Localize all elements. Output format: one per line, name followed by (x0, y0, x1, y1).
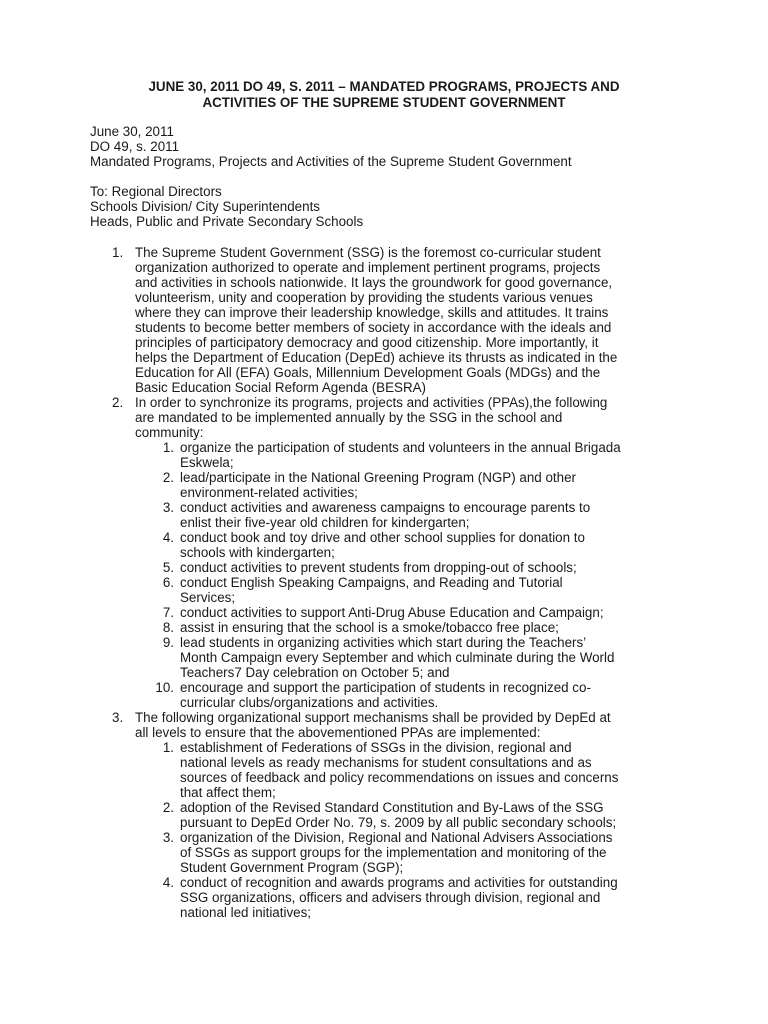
sub-item-number: 1. (162, 440, 174, 455)
sub-list-item (90, 680, 710, 710)
sub-item-text: encourage and support the participation of students in recognized co- (180, 680, 591, 695)
sub-item-text: establishment of Federations of SSGs in the division, regional and (180, 740, 572, 755)
sub-item-text: curricular clubs/organizations and activities. (180, 695, 439, 710)
sub-item-text: environment-related activities; (180, 485, 358, 500)
list-item-text: where they can improve their leadership knowledge, skills and attitudes. It trains (135, 305, 609, 320)
list-item-text: In order to synchronize its programs, projects and activities (PPAs),the following (135, 395, 608, 410)
sub-item-number: 9. (162, 635, 174, 650)
sub-item-text: conduct activities to prevent students from dropping-out of schools; (180, 560, 577, 575)
sub-list-item (90, 875, 710, 920)
sub-item-text: conduct activities and awareness campaigns to encourage parents to (180, 500, 591, 515)
sub-list-item (90, 575, 710, 605)
list-item-text: Education for All (EFA) Goals, Millennium Development Goals (MDGs) and the (135, 365, 601, 380)
list-item-text: community: (135, 425, 204, 440)
sub-item-number: 1. (162, 740, 174, 755)
list-item-text: and activities in schools nationwide. It lays the groundwork for good governance, (135, 275, 613, 290)
sub-item-number: 2. (162, 800, 174, 815)
sub-item-number: 4. (162, 530, 174, 545)
sub-item-text: lead students in organizing activities which start during the Teachers’ (180, 635, 587, 650)
sub-item-number: 4. (162, 875, 174, 890)
sub-item-number: 6. (162, 575, 174, 590)
sub-item-text: pursuant to DepEd Order No. 79, s. 2009 by all public secondary schools; (180, 815, 617, 830)
list-item-text: The following organizational support mechanisms shall be provided by DepEd at (135, 710, 611, 725)
list-item-text: organization authorized to operate and implement pertinent programs, projects (135, 260, 601, 275)
sub-list-item (90, 530, 710, 560)
recipients-line-2: Schools Division/ City Superintendents (90, 199, 320, 214)
sub-item-text: Teachers7 Day celebration on October 5; and (180, 665, 450, 680)
sub-item-text: Student Government Program (SGP); (180, 860, 404, 875)
sub-item-text: lead/participate in the National Greening Program (NGP) and other (180, 470, 576, 485)
sub-item-text: organization of the Division, Regional and National Advisers Associations (180, 830, 613, 845)
sub-list-item (90, 560, 710, 575)
sub-item-text: of SSGs as support groups for the implementation and monitoring of the (180, 845, 607, 860)
sub-item-number: 2. (162, 470, 174, 485)
sub-item-text: conduct activities to support Anti-Drug Abuse Education and Campaign; (180, 605, 604, 620)
sub-item-number: 10. (155, 680, 174, 695)
sub-item-text: sources of feedback and policy recommendations on issues and concerns (180, 770, 619, 785)
sub-list-item (90, 500, 710, 530)
sub-list-item (90, 605, 710, 620)
header-order: DO 49, s. 2011 (90, 139, 180, 154)
sub-list-item (90, 620, 710, 635)
sub-list-item (90, 635, 710, 680)
header-date: June 30, 2011 (90, 124, 174, 139)
sub-list-item (90, 440, 710, 470)
list-item-text: principles of participatory democracy and good citizenship. More importantly, it (135, 335, 599, 350)
list-item (90, 245, 710, 395)
list-item-text: helps the Department of Education (DepEd) achieve its thrusts as indicated in the (135, 350, 618, 365)
sub-list-item (90, 740, 710, 800)
header-subject: Mandated Programs, Projects and Activities of the Supreme Student Government (90, 154, 572, 169)
recipients-to: To: Regional Directors (90, 184, 222, 199)
sub-item-number: 5. (162, 560, 174, 575)
numbered-list (90, 245, 710, 920)
sub-item-text: national levels as ready mechanisms for student consultations and as (180, 755, 592, 770)
sub-item-text: adoption of the Revised Standard Constitution and By-Laws of the SSG (180, 800, 604, 815)
sub-item-text: schools with kindergarten; (180, 545, 335, 560)
sub-item-number: 7. (162, 605, 174, 620)
list-item-text: The Supreme Student Government (SSG) is the foremost co-curricular student (135, 245, 601, 260)
list-item-text: all levels to ensure that the abovementioned PPAs are implemented: (135, 725, 541, 740)
sub-item-text: organize the participation of students and volunteers in the annual Brigada (180, 440, 621, 455)
sub-list-item (90, 470, 710, 500)
header-block (90, 124, 710, 169)
sub-item-text: assist in ensuring that the school is a smoke/tobacco free place; (180, 620, 559, 635)
list-item-number: 3. (112, 710, 124, 725)
sub-item-text: conduct of recognition and awards programs and activities for outstanding (180, 875, 618, 890)
list-item (90, 710, 710, 740)
list-item-number: 1. (112, 245, 124, 260)
sub-item-text: Services; (180, 590, 236, 605)
sub-item-text: SSG organizations, officers and advisers through division, regional and (180, 890, 601, 905)
sub-item-text: Eskwela; (180, 455, 234, 470)
sub-item-text: Month Campaign every September and which culminate during the World (180, 650, 615, 665)
sub-list-item (90, 830, 710, 875)
title-line-1: JUNE 30, 2011 DO 49, S. 2011 – MANDATED PROGRAMS, PROJECTS AND (148, 79, 620, 94)
sub-item-text: national led initiatives; (180, 905, 312, 920)
recipients-line-3: Heads, Public and Private Secondary Schools (90, 214, 364, 229)
sub-item-text: that affect them; (180, 785, 276, 800)
document-title (0, 79, 768, 111)
list-item-text: are mandated to be implemented annually by the SSG in the school and (135, 410, 563, 425)
sub-list-item (90, 800, 710, 830)
sub-item-number: 3. (162, 830, 174, 845)
title-line-2: ACTIVITIES OF THE SUPREME STUDENT GOVERNMENT (202, 95, 566, 110)
sub-item-number: 3. (162, 500, 174, 515)
list-item (90, 395, 710, 440)
list-item-text: students to become better members of society in accordance with the ideals and (135, 320, 612, 335)
list-item-text: Basic Education Social Reform Agenda (BESRA) (135, 380, 427, 395)
recipients-block (90, 184, 710, 229)
sub-item-text: conduct English Speaking Campaigns, and Reading and Tutorial (180, 575, 563, 590)
list-item-number: 2. (112, 395, 124, 410)
list-item-text: volunteerism, unity and cooperation by providing the students various venues (135, 290, 593, 305)
sub-item-text: conduct book and toy drive and other school supplies for donation to (180, 530, 585, 545)
sub-item-text: enlist their five-year old children for kindergarten; (180, 515, 470, 530)
sub-item-number: 8. (162, 620, 174, 635)
